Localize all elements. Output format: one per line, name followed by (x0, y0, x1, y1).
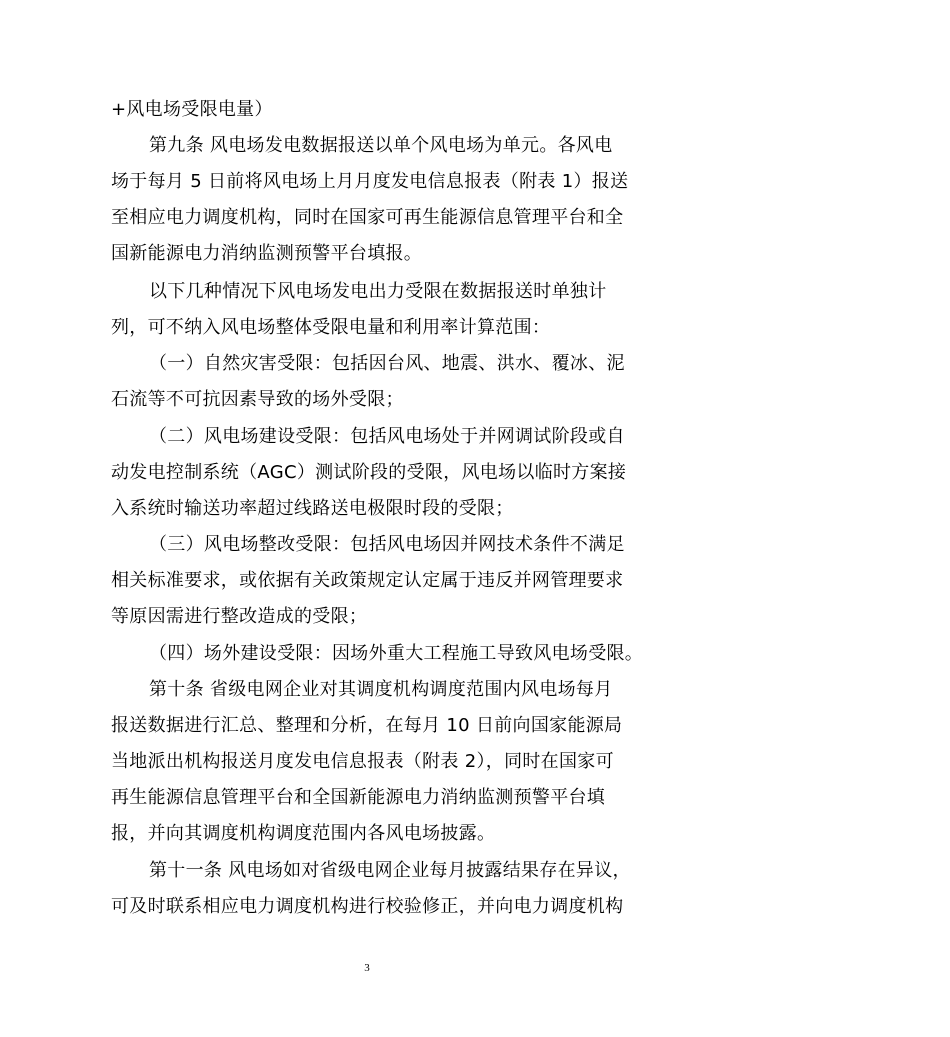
text-line: 当地派出机构报送月度发电信息报表（附表 2），同时在国家可 (111, 751, 614, 772)
text-line: 石流等不可抗因素导致的场外受限； (111, 389, 404, 410)
text-line: （二）风电场建设受限：包括风电场处于并网调试阶段或自 (149, 426, 625, 447)
text-line: 动发电控制系统（AGC）测试阶段的受限，风电场以临时方案接 (111, 462, 627, 483)
text-line: 第十一条 风电场如对省级电网企业每月披露结果存在异议， (149, 860, 631, 881)
text-line: 入系统时输送功率超过线路送电极限时段的受限； (111, 498, 514, 519)
text-line: （四）场外建设受限：因场外重大工程施工导致风电场受限。 (149, 643, 644, 664)
text-line: （一）自然灾害受限：包括因台风、地震、洪水、覆冰、泥 (149, 353, 625, 374)
text-line: 至相应电力调度机构，同时在国家可再生能源信息管理平台和全 (111, 207, 624, 228)
text-line: 第九条 风电场发电数据报送以单个风电场为单元。各风电 (149, 135, 613, 156)
text-line: （三）风电场整改受限：包括风电场因并网技术条件不满足 (149, 534, 625, 555)
text-line: 相关标准要求，或依据有关政策规定认定属于违反并网管理要求 (111, 570, 624, 591)
text-line: 可及时联系相应电力调度机构进行校验修正，并向电力调度机构 (111, 896, 624, 917)
text-line: 国新能源电力消纳监测预警平台填报。 (111, 243, 423, 264)
text-line: 场于每月 5 日前将风电场上月月度发电信息报表（附表 1）报送 (111, 171, 629, 192)
text-line: 报送数据进行汇总、整理和分析，在每月 10 日前向国家能源局 (111, 715, 623, 736)
page-number: 3 (364, 962, 370, 974)
text-line: +风电场受限电量） (111, 99, 273, 120)
text-line: 等原因需进行整改造成的受限； (111, 606, 368, 627)
text-line: 再生能源信息管理平台和全国新能源电力消纳监测预警平台填 (111, 787, 606, 808)
text-line: 以下几种情况下风电场发电出力受限在数据报送时单独计 (149, 281, 607, 302)
text-line: 报，并向其调度机构调度范围内各风电场披露。 (111, 823, 496, 844)
text-line: 列，可不纳入风电场整体受限电量和利用率计算范围： (111, 317, 551, 338)
text-line: 第十条 省级电网企业对其调度机构调度范围内风电场每月 (149, 679, 613, 700)
